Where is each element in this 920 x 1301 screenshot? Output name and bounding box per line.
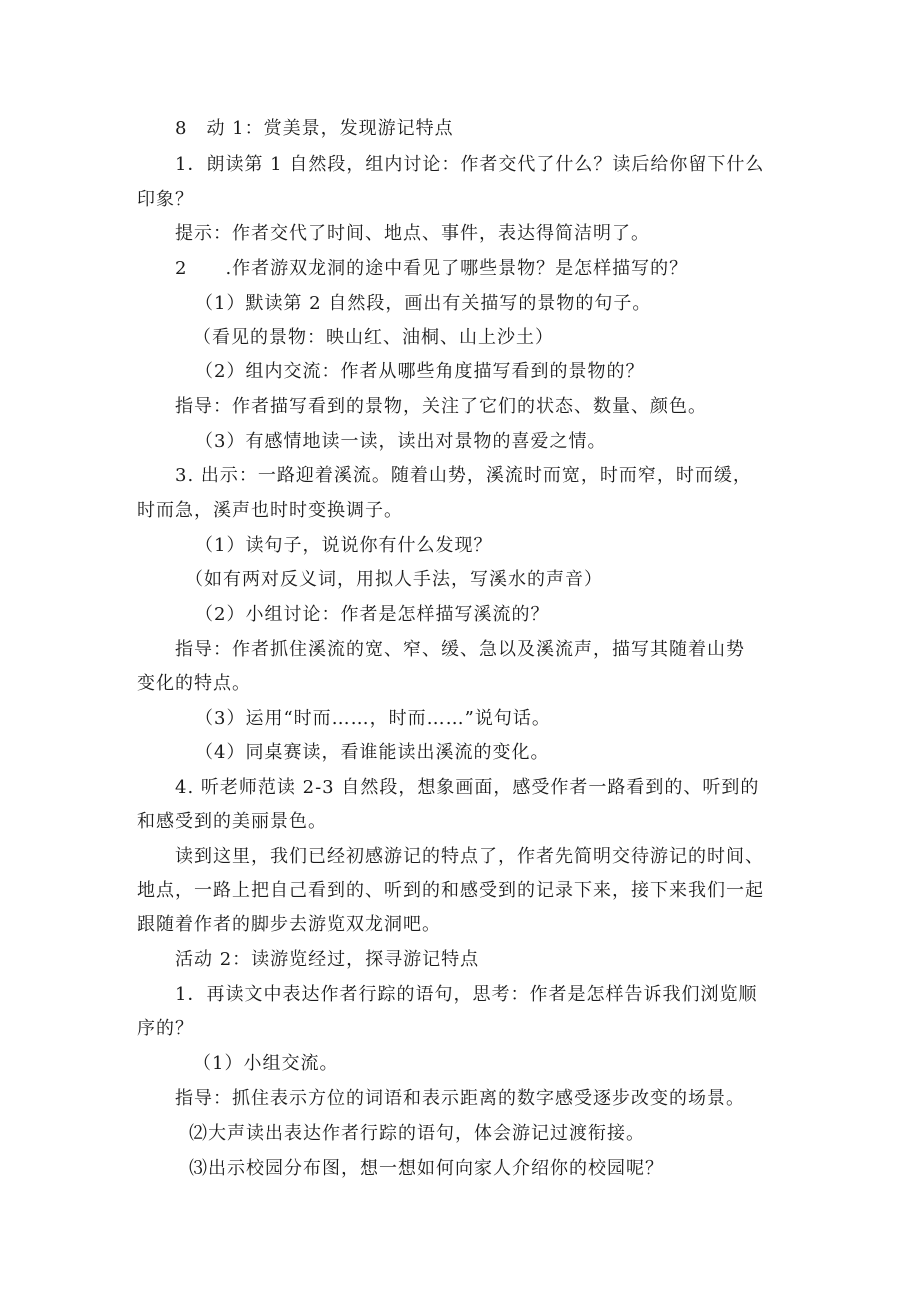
question2-note: （看见的景物：映山红、油桐、山上沙土） — [193, 327, 554, 348]
question3-sub1: （1）读句子，说说你有什么发现？ — [195, 535, 493, 556]
question2-sub1: （1）默读第 2 自然段，画出有关描写的景物的句子。 — [195, 293, 652, 314]
activity2-question1-sub3: ⑶出示校园分布图，想一想如何向家人介绍你的校园呢？ — [189, 1158, 664, 1179]
question3-note: （如有两对反义词，用拟人手法，写溪水的声音） — [185, 569, 603, 590]
question3-sub3: （3）运用“时而……，时而……”说句话。 — [195, 708, 551, 729]
activity2-question1-line2: 序的？ — [137, 1018, 194, 1039]
question4-line1: 4. 听老师范读 2-3 自然段，想象画面，感受作者一路看到的、听到的 — [175, 777, 760, 798]
activity1-heading: 8 动 1：赏美景，发现游记特点 — [175, 118, 454, 139]
question1-line1: 1．朗读第 1 自然段，组内讨论：作者交代了什么？读后给你留下什么 — [175, 154, 765, 175]
activity2-question1-line1: 1．再读文中表达作者行踪的语句，思考：作者是怎样告诉我们浏览顺 — [175, 984, 758, 1005]
activity2-question1-sub1: （1）小组交流。 — [193, 1053, 339, 1074]
question2-sub2: （2）组内交流：作者从哪些角度描写看到的景物的？ — [195, 361, 645, 382]
question1-line2: 印象？ — [137, 189, 194, 210]
summary-line1: 读到这里，我们已经初感游记的特点了，作者先简明交待游记的时间、 — [175, 846, 764, 867]
activity2-heading: 活动 2：读游览经过，探寻游记特点 — [175, 949, 480, 970]
question2: 2 .作者游双龙洞的途中看见了哪些景物？是怎样描写的？ — [175, 258, 689, 279]
question3-sub2: （2）小组讨论：作者是怎样描写溪流的？ — [195, 604, 550, 625]
guidance-paragraph-1: 指导：作者描写看到的景物，关注了它们的状态、数量、颜色。 — [175, 396, 707, 417]
summary-line2: 地点，一路上把自己看到的、听到的和感受到的记录下来，接下来我们一起 — [137, 880, 764, 901]
guidance-paragraph-3: 指导：抓住表示方位的词语和表示距离的数字感受逐步改变的场景。 — [175, 1088, 745, 1109]
question3-line1: 3. 出示：一路迎着溪流。随着山势，溪流时而宽，时而窄，时而缓， — [175, 465, 752, 486]
question4-line2: 和感受到的美丽景色。 — [137, 811, 327, 832]
question3-line2: 时而急，溪声也时时变换调子。 — [137, 500, 403, 521]
hint-paragraph: 提示：作者交代了时间、地点、事件，表达得简洁明了。 — [175, 223, 650, 244]
question3-sub4: （4）同桌赛读，看谁能读出溪流的变化。 — [195, 742, 550, 763]
guidance-paragraph-2-line1: 指导：作者抓住溪流的宽、窄、缓、急以及溪流声，描写其随着山势 — [175, 639, 745, 660]
activity2-question1-sub2: ⑵大声读出表达作者行踪的语句，体会游记过渡衔接。 — [189, 1123, 645, 1144]
guidance-paragraph-2-line2: 变化的特点。 — [137, 673, 251, 694]
summary-line3: 跟随着作者的脚步去游览双龙洞吧。 — [137, 914, 441, 935]
question2-sub3: （3）有感情地读一读，读出对景物的喜爱之情。 — [195, 431, 607, 452]
